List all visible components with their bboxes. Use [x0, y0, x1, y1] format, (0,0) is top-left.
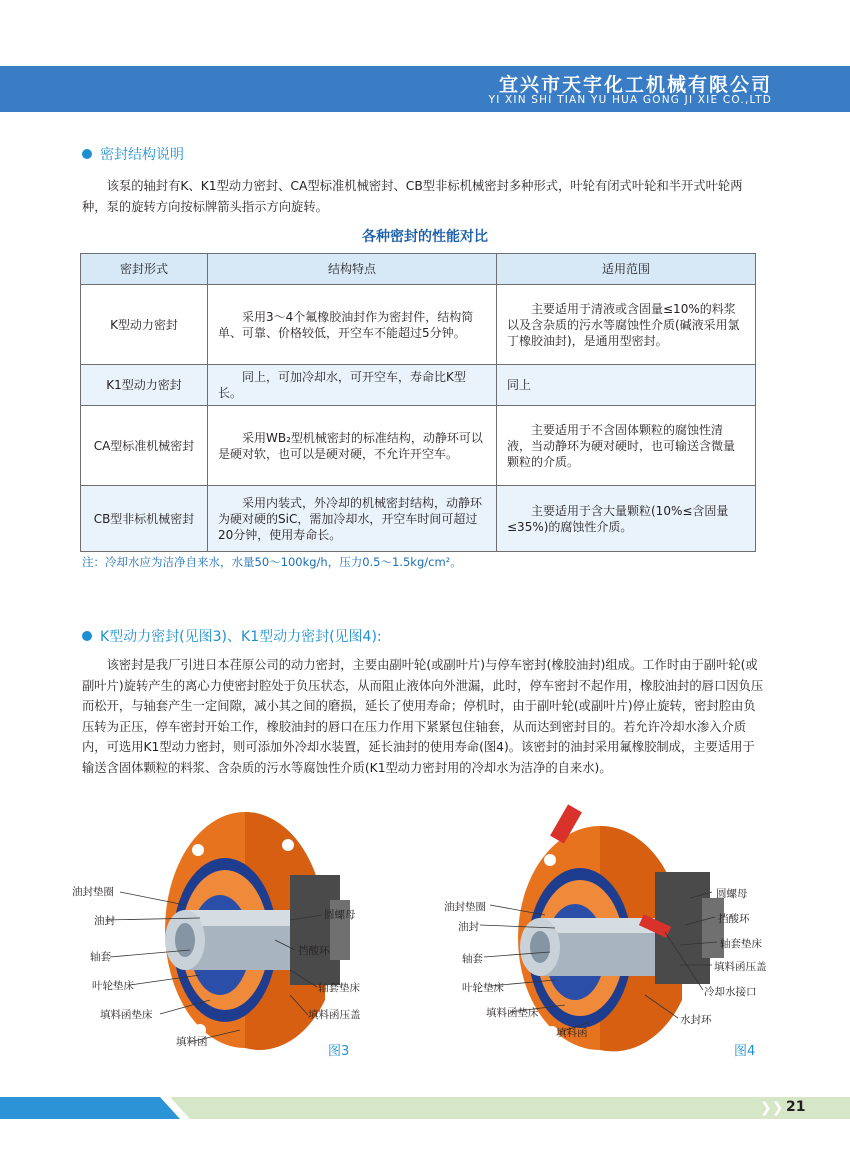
section-paragraph: 该密封是我厂引进日本荏原公司的动力密封，主要由副叶轮(或副叶片)与停车密封(橡胶油封)组成。工作时由于副叶轮(或副叶片)旋转产生的离心力使密封腔处于负压状态，从而阻止液体向外泄漏，此时，停车密封不起作用，橡胶油封的唇口因负压而松开，与轴套产生一定间隙，减小其之间的磨损，延长了使用寿命；停机时，由于副叶轮(或副叶片)停止旋转，密封腔由负压转为正压，停车密封开始工作，橡胶油封的唇口在压力作用下紧紧包住轴套，从而达到密封目的。若允许冷却水渗入介质内，可选用K1型动力密封，则可添加外冷却水装置，延长油封的使用寿命(图4)。该密封的油封采用氟橡胶制成，主要适用于输送含固体颗粒的料浆、含杂质的污水等腐蚀性介质(K1型动力密封用的冷却水为洁净的自来水)。 [82, 658, 764, 775]
fig3-label: 填料函 [176, 1036, 208, 1048]
table-cell-structure: 采用3～4个氟橡胶油封作为密封件，结构简单、可靠、价格较低，开空车不能超过5分钟。 [208, 285, 497, 365]
fig4-label: 油封垫圈 [444, 901, 486, 913]
table-cell-type: CA型标准机械密封 [81, 406, 208, 486]
table-header-cell: 密封形式 [81, 254, 208, 285]
section-title-k-seal [82, 626, 382, 646]
fig3-label: 填料函垫床 [100, 1009, 153, 1021]
section-title-text: 密封结构说明 [100, 147, 184, 163]
fig4-label: 油封 [458, 921, 479, 933]
figure-4-seal-cutaway [440, 800, 800, 1060]
fig3-label: 油封垫圈 [72, 886, 114, 898]
fig3-label: 填料函压盖 [308, 1009, 361, 1021]
fig4-label: 填料函压盖 [714, 961, 767, 973]
table-cell-scope: 主要适用于不含固体颗粒的腐蚀性清液，当动静环为硬对硬时，也可输送含微量颗粒的介质。 [497, 406, 756, 486]
table-cell-scope: 同上 [497, 365, 756, 406]
table-cell-type: K型动力密封 [81, 285, 208, 365]
fig3-label: 挡酸环 [298, 945, 330, 957]
table-header-cell: 适用范围 [497, 254, 756, 285]
company-name-en: YI XIN SHI TIAN YU HUA GONG JI XIE CO.,LTD [488, 94, 772, 106]
table-header-row [81, 254, 756, 285]
section-title-text: K型动力密封(见图3)、K1型动力密封(见图4): [100, 629, 382, 645]
fig3-label: 轴套 [90, 951, 111, 963]
section-paragraph: 该泵的轴封有K、K1型动力密封、CA型标准机械密封、CB型非标机械密封多种形式，叶轮有闭式叶轮和半开式叶轮两种，泵的旋转方向按标牌箭头指示方向旋转。 [82, 179, 743, 214]
fig4-label: 冷却水接口 [704, 986, 757, 998]
table-cell-scope: 主要适用于含大量颗粒(10%≤含固量≤35%)的腐蚀性介质。 [497, 486, 756, 552]
table-row [81, 365, 756, 406]
fig4-label: 填料函 [556, 1027, 588, 1039]
bullet-dot-icon [82, 149, 92, 159]
table-cell-structure: 采用内装式，外冷却的机械密封结构，动静环为硬对硬的SiC，需加冷却水，开空车时间可超过20分钟，使用寿命长。 [208, 486, 497, 552]
page-number: 21 [786, 1099, 806, 1115]
table-note: 注：冷却水应为洁净自来水，水量50～100kg/h，压力0.5～1.5kg/cm²。 [82, 555, 462, 569]
table-cell-scope: 主要适用于清液或含固量≤10%的料浆以及含杂质的污水等腐蚀性介质(碱液采用氯丁橡胶油封)，是通用型密封。 [497, 285, 756, 365]
fig3-label: 圆螺母 [324, 909, 356, 921]
figure-4-caption: 图4 [734, 1044, 756, 1059]
table-row [81, 406, 756, 486]
chevron-right-icon: ❯❯ [760, 1100, 784, 1116]
fig4-label: 圆螺母 [716, 888, 748, 900]
figure-3-caption: 图3 [328, 1044, 350, 1059]
table-cell-structure: 采用WB₂型机械密封的标准结构，动静环可以是硬对软，也可以是硬对硬，不允许开空车。 [208, 406, 497, 486]
fig3-label: 轴套垫床 [318, 982, 360, 994]
fig4-label: 叶轮垫床 [462, 982, 504, 994]
footer-green-band [170, 1097, 850, 1119]
table-title: 各种密封的性能对比 [362, 229, 488, 245]
footer-blue-band [0, 1097, 180, 1119]
seal-comparison-table [80, 253, 756, 552]
table-cell-type: CB型非标机械密封 [81, 486, 208, 552]
table-cell-structure: 同上，可加冷却水，可开空车，寿命比K型长。 [208, 365, 497, 406]
fig3-label: 油封 [94, 915, 115, 927]
fig4-label: 轴套 [462, 953, 483, 965]
fig4-label: 挡酸环 [718, 913, 750, 925]
table-row [81, 486, 756, 552]
fig4-label: 水封环 [680, 1014, 712, 1026]
table-row [81, 285, 756, 365]
fig4-label: 轴套垫床 [720, 938, 762, 950]
table-cell-type: K1型动力密封 [81, 365, 208, 406]
fig3-label: 叶轮垫床 [92, 980, 134, 992]
bullet-dot-icon [82, 631, 92, 641]
fig4-label: 填料函垫床 [486, 1007, 539, 1019]
table-header-cell: 结构特点 [208, 254, 497, 285]
company-name-zh: 宜兴市天宇化工机械有限公司 [498, 74, 772, 96]
section-title-seal-structure [82, 144, 184, 164]
